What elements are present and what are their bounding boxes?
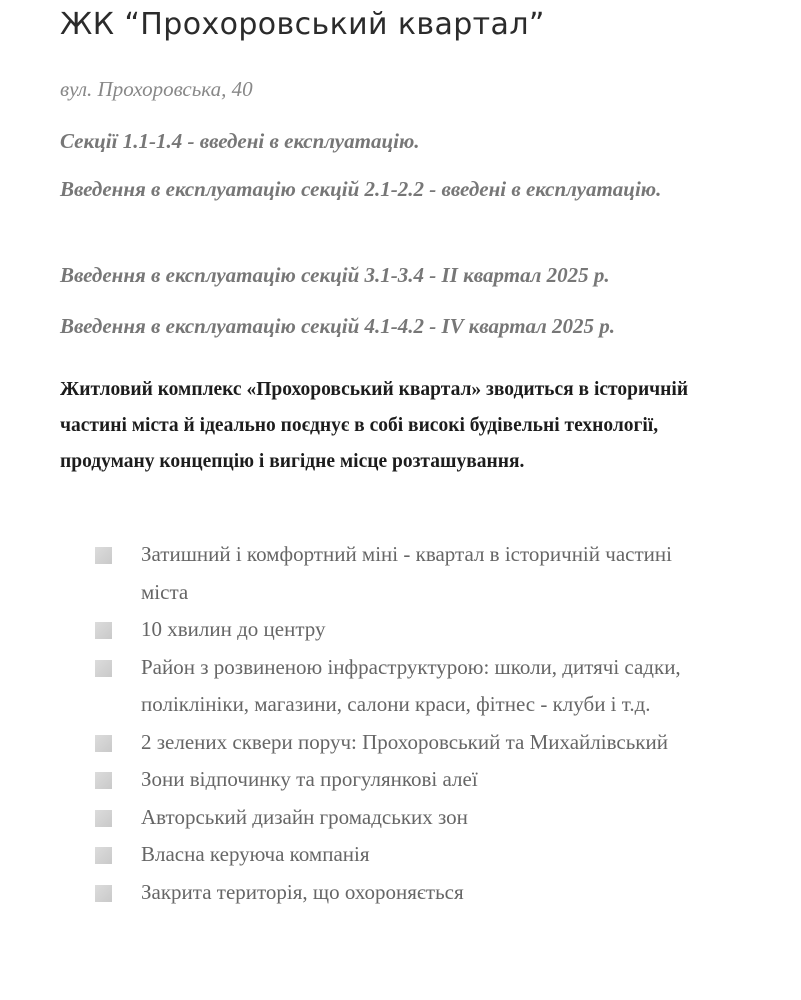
feature-text: Зони відпочинку та прогулянкові алеї <box>141 767 478 791</box>
feature-text: 2 зелених сквери поруч: Прохоровський та Михайлівський <box>141 729 668 754</box>
status-line-sections-4: Введення в експлуатацію секцій 4.1-4.2 - IV квартал 2025 р. <box>60 314 616 338</box>
square-bullet-icon <box>95 772 112 789</box>
feature-text: Затишний і комфортний міні - квартал в історичній частині міста <box>141 542 672 604</box>
feature-text: Закрита територія, що охороняється <box>141 879 464 904</box>
intro-paragraph: Житловий комплекс «Прохоровський квартал» зводиться в історичній частині міста й ідеально поєднує в собі високі будівельні технології, продуману концепцію і вигідне місце розташування. <box>60 379 689 472</box>
feature-text: Район з розвиненою інфраструктурою: школи, дитячі садки, поліклініки, магазини, салони краси, фітнес - клуби і т.д. <box>141 654 681 716</box>
square-bullet-icon <box>95 660 112 677</box>
square-bullet-icon <box>95 810 112 827</box>
list-item <box>0 836 701 874</box>
square-bullet-icon <box>95 885 112 902</box>
square-bullet-icon <box>95 735 112 752</box>
feature-text: 10 хвилин до центру <box>141 617 326 641</box>
list-item <box>0 649 701 724</box>
list-item <box>0 799 701 837</box>
list-item <box>0 536 701 611</box>
list-item <box>0 761 701 799</box>
status-line-sections-3: Введення в експлуатацію секцій 3.1-3.4 - II квартал 2025 р. <box>60 263 610 287</box>
list-item <box>0 874 701 912</box>
list-item <box>0 611 701 649</box>
features-list <box>0 536 801 911</box>
status-line-sections-1: Секції 1.1-1.4 - введені в експлуатацію. <box>60 129 420 153</box>
page-title: ЖК “Прохоровський квартал” <box>60 7 545 42</box>
list-item <box>0 724 701 762</box>
square-bullet-icon <box>95 847 112 864</box>
address: вул. Прохоровська, 40 <box>60 77 253 101</box>
square-bullet-icon <box>95 547 112 564</box>
square-bullet-icon <box>95 622 112 639</box>
feature-text: Авторський дизайн громадських зон <box>141 804 468 829</box>
feature-text: Власна керуюча компанія <box>141 842 370 866</box>
status-line-sections-2: Введення в експлуатацію секцій 2.1-2.2 - введені в експлуатацію. <box>60 177 662 201</box>
